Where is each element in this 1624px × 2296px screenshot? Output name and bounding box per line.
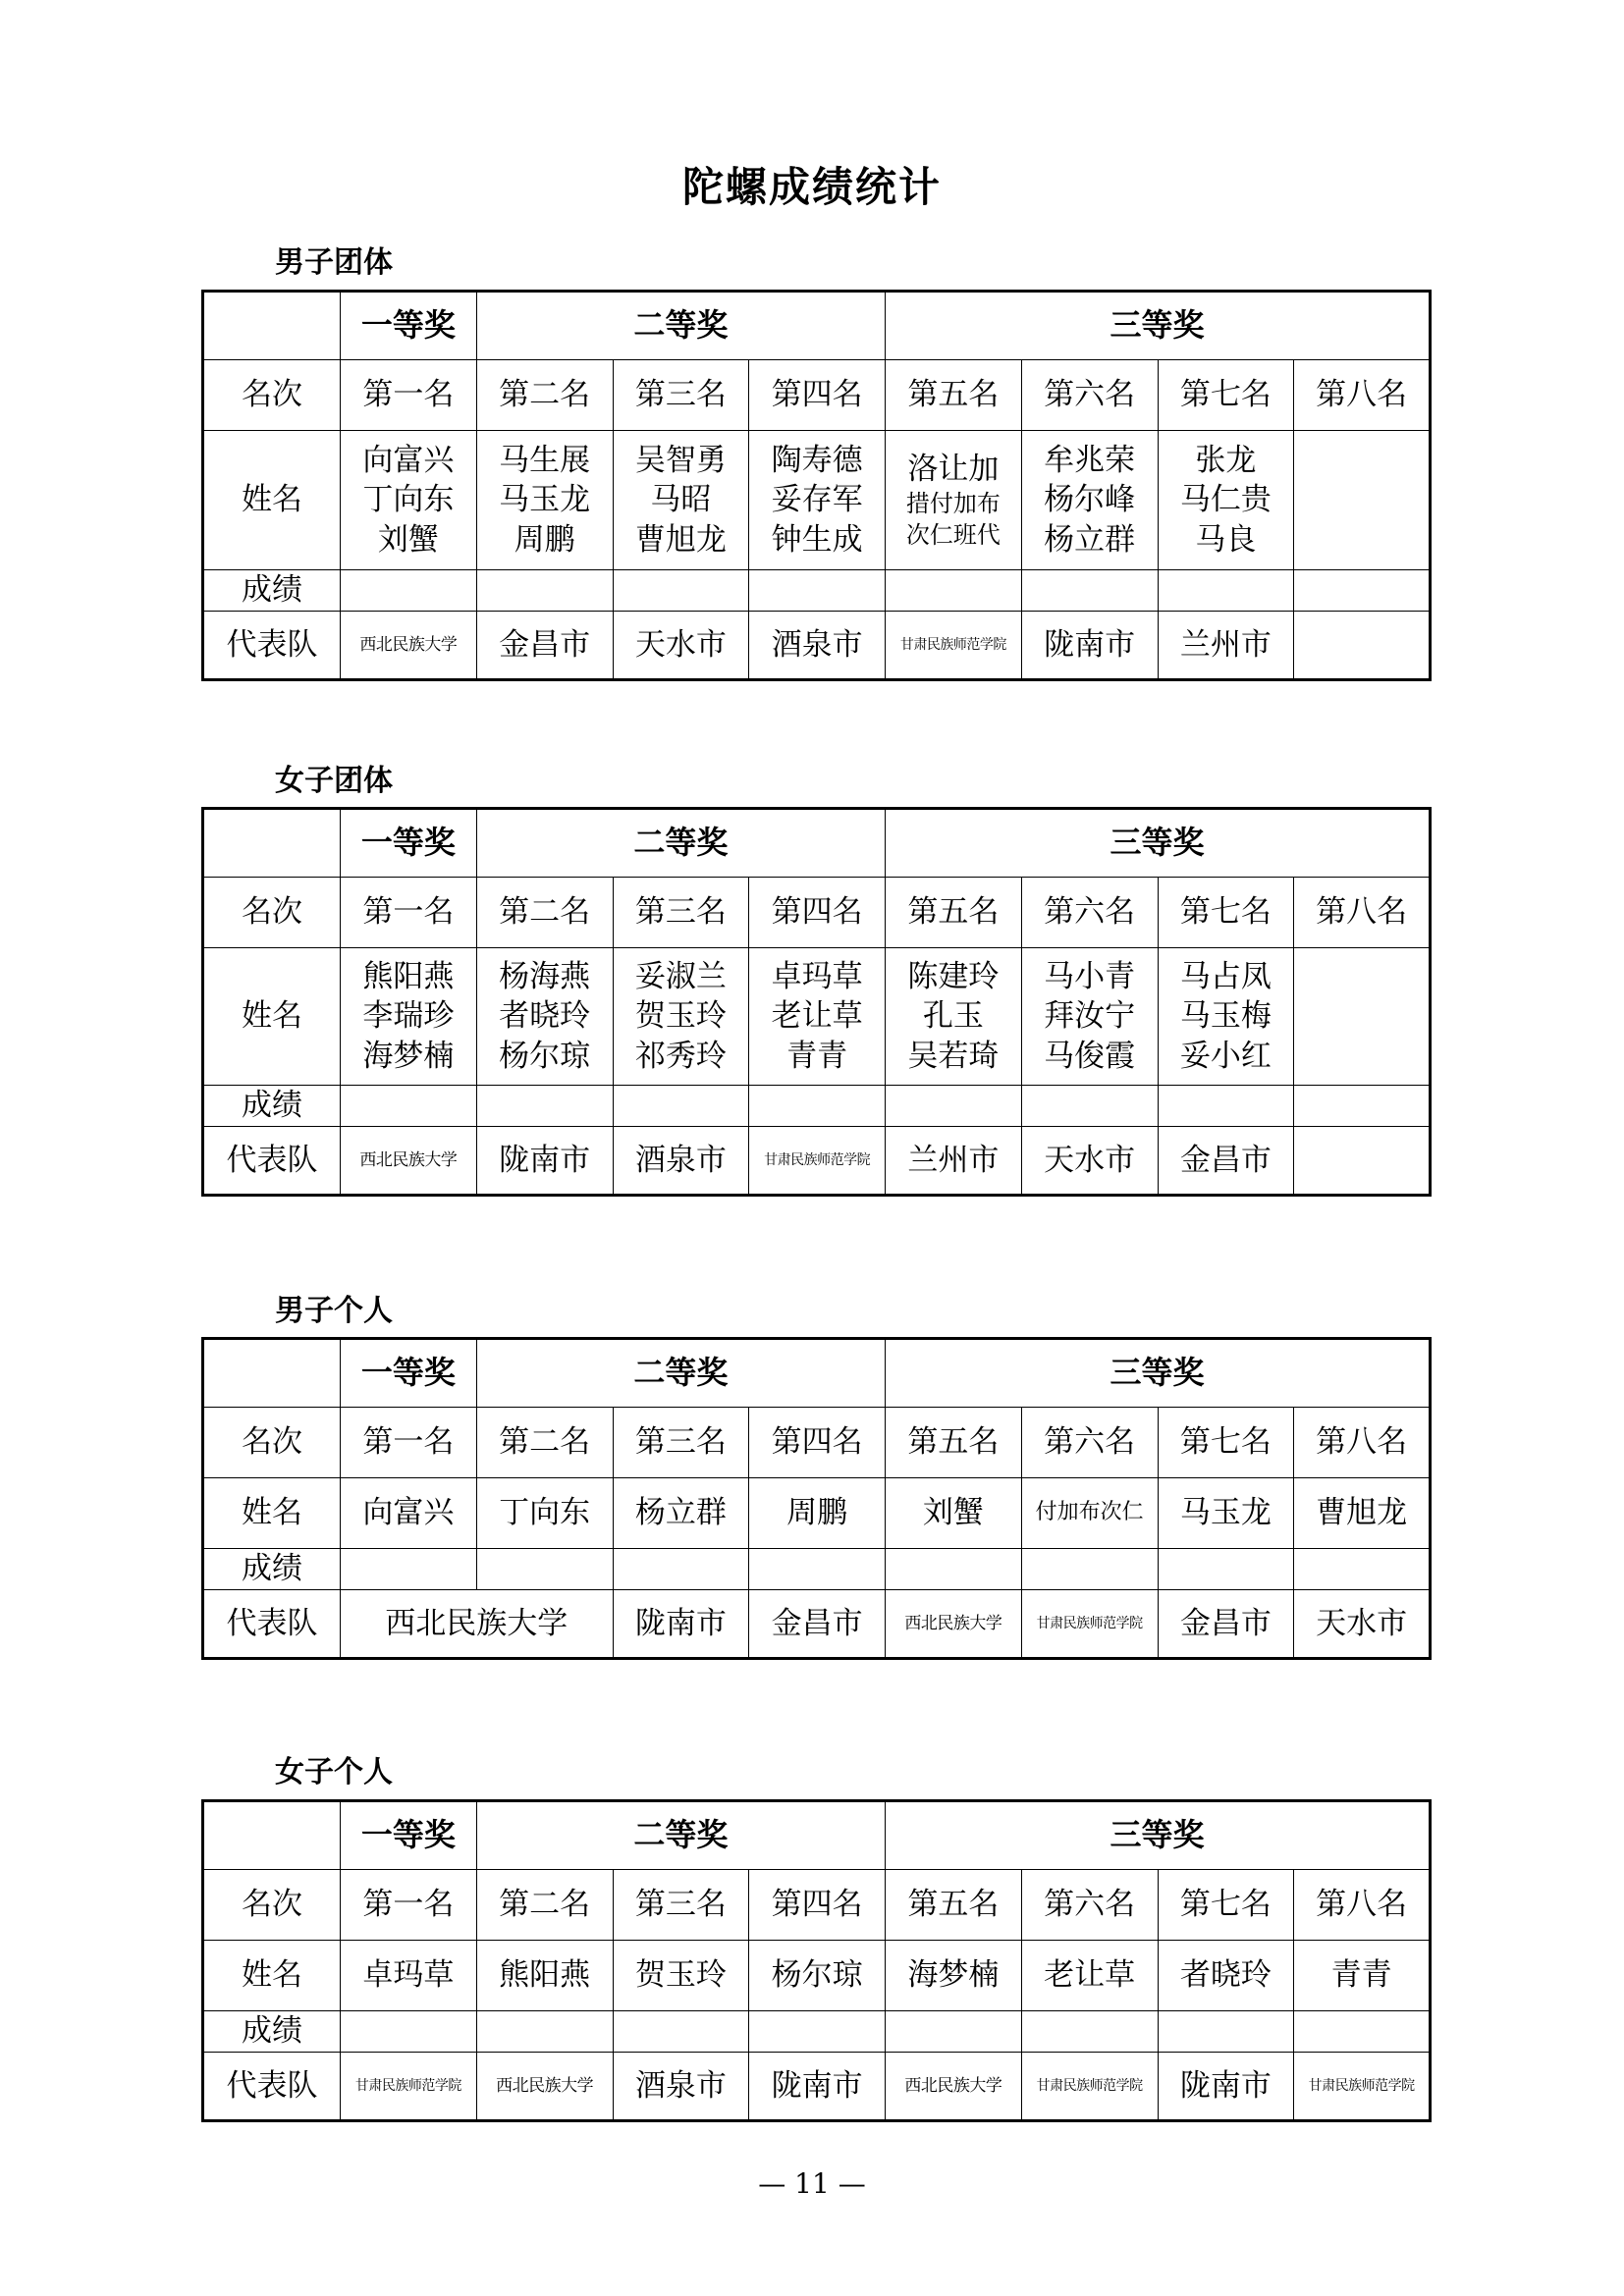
team-member-names bbox=[1021, 948, 1158, 1086]
score-row-label: 成绩 bbox=[203, 570, 341, 612]
second-prize-header: 二等奖 bbox=[476, 1339, 885, 1408]
section-label-women-team: 女子团体 bbox=[275, 764, 393, 798]
section-label-men-team: 男子团体 bbox=[275, 245, 393, 280]
team-cell: 酒泉市 bbox=[613, 1127, 749, 1196]
team-cell: 西北民族大学 bbox=[341, 1127, 477, 1196]
rank-cell: 第五名 bbox=[886, 360, 1022, 431]
team-member-names bbox=[341, 431, 477, 570]
member-name: 吴智勇 bbox=[634, 443, 727, 479]
rank-cell: 第三名 bbox=[613, 1870, 749, 1941]
team-row-label: 代表队 bbox=[203, 1590, 341, 1659]
score-cell bbox=[1294, 1549, 1431, 1590]
score-cell bbox=[341, 1549, 477, 1590]
team-cell: 金昌市 bbox=[749, 1590, 886, 1659]
first-prize-header: 一等奖 bbox=[341, 292, 477, 360]
rank-cell: 第七名 bbox=[1158, 360, 1294, 431]
team-cell: 兰州市 bbox=[886, 1127, 1022, 1196]
team-cell bbox=[1294, 1127, 1431, 1196]
name-row bbox=[203, 1941, 1431, 2011]
score-cell bbox=[1294, 2011, 1431, 2053]
team-cell: 陇南市 bbox=[1158, 2053, 1294, 2121]
corner-cell bbox=[203, 292, 341, 360]
member-name: 杨立群 bbox=[1044, 521, 1136, 558]
name-row-label: 姓名 bbox=[203, 948, 341, 1086]
player-name: 丁向东 bbox=[476, 1478, 613, 1549]
score-cell bbox=[886, 2011, 1022, 2053]
team-member-names bbox=[341, 948, 477, 1086]
member-name: 马昭 bbox=[650, 482, 712, 518]
score-cell bbox=[613, 1549, 749, 1590]
first-prize-header: 一等奖 bbox=[341, 809, 477, 878]
member-name: 祁秀玲 bbox=[634, 1038, 727, 1074]
player-name: 杨立群 bbox=[613, 1478, 749, 1549]
rank-cell: 第五名 bbox=[886, 878, 1022, 948]
rank-cell: 第二名 bbox=[476, 1408, 613, 1478]
player-name: 卓玛草 bbox=[341, 1941, 477, 2011]
score-cell bbox=[886, 570, 1022, 612]
member-name: 措付加布 bbox=[905, 490, 1001, 518]
member-name: 陶寿德 bbox=[771, 443, 863, 479]
team-row bbox=[203, 1127, 1431, 1196]
award-row bbox=[203, 1339, 1431, 1408]
rank-row-label: 名次 bbox=[203, 1408, 341, 1478]
score-row-label: 成绩 bbox=[203, 1549, 341, 1590]
team-member-names bbox=[749, 948, 886, 1086]
member-name: 曹旭龙 bbox=[634, 521, 727, 558]
rank-cell: 第六名 bbox=[1021, 878, 1158, 948]
rank-cell: 第一名 bbox=[341, 360, 477, 431]
second-prize-header: 二等奖 bbox=[476, 292, 885, 360]
score-cell bbox=[1158, 1549, 1294, 1590]
score-cell bbox=[476, 570, 613, 612]
rank-cell: 第四名 bbox=[749, 360, 886, 431]
member-name: 老让草 bbox=[771, 998, 863, 1035]
rank-cell: 第七名 bbox=[1158, 1870, 1294, 1941]
name-row bbox=[203, 1478, 1431, 1549]
rank-cell: 第八名 bbox=[1294, 1408, 1431, 1478]
member-name: 马占凤 bbox=[1179, 959, 1272, 995]
team-cell: 甘肃民族师范学院 bbox=[1021, 2053, 1158, 2121]
team-member-names bbox=[1158, 431, 1294, 570]
award-row bbox=[203, 1801, 1431, 1870]
empty-name-cell bbox=[1294, 431, 1431, 570]
member-name: 杨尔峰 bbox=[1044, 482, 1136, 518]
member-name: 吴若琦 bbox=[907, 1038, 1000, 1074]
rank-cell: 第三名 bbox=[613, 1408, 749, 1478]
score-cell bbox=[1294, 570, 1431, 612]
player-name: 向富兴 bbox=[341, 1478, 477, 1549]
rank-row bbox=[203, 878, 1431, 948]
corner-cell bbox=[203, 1339, 341, 1408]
team-cell: 天水市 bbox=[1021, 1127, 1158, 1196]
member-name: 马良 bbox=[1195, 521, 1257, 558]
member-name: 妥淑兰 bbox=[634, 959, 727, 995]
team-cell: 甘肃民族师范学院 bbox=[1021, 1590, 1158, 1659]
score-cell bbox=[749, 570, 886, 612]
team-member-names bbox=[886, 948, 1022, 1086]
member-name: 贺玉玲 bbox=[634, 998, 727, 1035]
player-name: 熊阳燕 bbox=[476, 1941, 613, 2011]
score-cell bbox=[613, 2011, 749, 2053]
score-cell bbox=[1021, 2011, 1158, 2053]
member-name: 陈建玲 bbox=[907, 959, 1000, 995]
team-cell: 天水市 bbox=[613, 612, 749, 680]
team-cell: 陇南市 bbox=[476, 1127, 613, 1196]
player-name: 杨尔琼 bbox=[749, 1941, 886, 2011]
team-row-label: 代表队 bbox=[203, 1127, 341, 1196]
rank-cell: 第四名 bbox=[749, 1870, 886, 1941]
rank-row-label: 名次 bbox=[203, 878, 341, 948]
rank-cell: 第八名 bbox=[1294, 1870, 1431, 1941]
team-cell: 酒泉市 bbox=[749, 612, 886, 680]
team-row bbox=[203, 2053, 1431, 2121]
rank-cell: 第一名 bbox=[341, 878, 477, 948]
member-name: 孔玉 bbox=[922, 998, 984, 1035]
team-cell: 兰州市 bbox=[1158, 612, 1294, 680]
score-row bbox=[203, 1086, 1431, 1127]
page-number: — 11 — bbox=[758, 2167, 866, 2200]
name-row-label: 姓名 bbox=[203, 1478, 341, 1549]
score-row bbox=[203, 2011, 1431, 2053]
team-row bbox=[203, 612, 1431, 680]
first-prize-header: 一等奖 bbox=[341, 1339, 477, 1408]
name-row-label: 姓名 bbox=[203, 1941, 341, 2011]
member-name: 海梦楠 bbox=[362, 1038, 455, 1074]
rank-cell: 第五名 bbox=[886, 1408, 1022, 1478]
team-cell: 酒泉市 bbox=[613, 2053, 749, 2121]
member-name: 拜汝宁 bbox=[1044, 998, 1136, 1035]
team-member-names bbox=[476, 948, 613, 1086]
rank-cell: 第四名 bbox=[749, 1408, 886, 1478]
rank-cell: 第三名 bbox=[613, 360, 749, 431]
rank-cell: 第一名 bbox=[341, 1870, 477, 1941]
player-name: 老让草 bbox=[1021, 1941, 1158, 2011]
men-individual-table bbox=[201, 1337, 1432, 1660]
third-prize-header: 三等奖 bbox=[886, 809, 1431, 878]
member-name: 向富兴 bbox=[362, 443, 455, 479]
empty-name-cell bbox=[1294, 948, 1431, 1086]
rank-cell: 第八名 bbox=[1294, 878, 1431, 948]
rank-cell: 第二名 bbox=[476, 878, 613, 948]
name-row bbox=[203, 948, 1431, 1086]
score-cell bbox=[749, 2011, 886, 2053]
section-label-women-individual: 女子个人 bbox=[275, 1755, 393, 1789]
member-name: 周鹏 bbox=[514, 521, 575, 558]
member-name: 杨尔琼 bbox=[499, 1038, 591, 1074]
team-cell: 天水市 bbox=[1294, 1590, 1431, 1659]
rank-row-label: 名次 bbox=[203, 360, 341, 431]
player-name: 刘蟹 bbox=[886, 1478, 1022, 1549]
player-name: 者晓玲 bbox=[1158, 1941, 1294, 2011]
rank-cell: 第五名 bbox=[886, 1870, 1022, 1941]
team-cell: 金昌市 bbox=[1158, 1590, 1294, 1659]
score-row bbox=[203, 1549, 1431, 1590]
rank-cell: 第八名 bbox=[1294, 360, 1431, 431]
member-name: 马玉梅 bbox=[1179, 998, 1272, 1035]
score-cell bbox=[886, 1086, 1022, 1127]
member-name: 次仁班代 bbox=[905, 520, 1001, 549]
member-name: 马俊霞 bbox=[1044, 1038, 1136, 1074]
third-prize-header: 三等奖 bbox=[886, 1339, 1431, 1408]
team-member-names bbox=[886, 431, 1022, 570]
team-member-names bbox=[1158, 948, 1294, 1086]
team-cell: 甘肃民族师范学院 bbox=[886, 612, 1022, 680]
rank-cell: 第三名 bbox=[613, 878, 749, 948]
player-name: 海梦楠 bbox=[886, 1941, 1022, 2011]
team-cell: 陇南市 bbox=[613, 1590, 749, 1659]
page-title: 陀螺成绩统计 bbox=[681, 163, 942, 211]
member-name: 洛让加 bbox=[907, 452, 1000, 488]
team-member-names bbox=[1021, 431, 1158, 570]
team-cell: 甘肃民族师范学院 bbox=[749, 1127, 886, 1196]
member-name: 马仁贵 bbox=[1179, 482, 1272, 518]
team-cell: 甘肃民族师范学院 bbox=[1294, 2053, 1431, 2121]
score-cell bbox=[1294, 1086, 1431, 1127]
third-prize-header: 三等奖 bbox=[886, 1801, 1431, 1870]
rank-cell: 第六名 bbox=[1021, 1408, 1158, 1478]
member-name: 妥存军 bbox=[771, 482, 863, 518]
team-cell: 金昌市 bbox=[1158, 1127, 1294, 1196]
score-cell bbox=[1158, 570, 1294, 612]
rank-cell: 第四名 bbox=[749, 878, 886, 948]
team-row-label: 代表队 bbox=[203, 2053, 341, 2121]
member-name: 妥小红 bbox=[1179, 1038, 1272, 1074]
corner-cell bbox=[203, 809, 341, 878]
score-cell bbox=[749, 1086, 886, 1127]
team-cell: 陇南市 bbox=[749, 2053, 886, 2121]
team-cell: 西北民族大学 bbox=[886, 2053, 1022, 2121]
player-name: 曹旭龙 bbox=[1294, 1478, 1431, 1549]
member-name: 杨海燕 bbox=[499, 959, 591, 995]
name-row bbox=[203, 431, 1431, 570]
member-name: 马玉龙 bbox=[499, 482, 591, 518]
score-row-label: 成绩 bbox=[203, 1086, 341, 1127]
team-cell: 金昌市 bbox=[476, 612, 613, 680]
team-cell: 西北民族大学 bbox=[341, 612, 477, 680]
score-cell bbox=[886, 1549, 1022, 1590]
score-cell bbox=[613, 570, 749, 612]
section-label-men-individual: 男子个人 bbox=[275, 1294, 393, 1328]
score-cell bbox=[341, 570, 477, 612]
score-cell bbox=[476, 1086, 613, 1127]
rank-row bbox=[203, 1408, 1431, 1478]
second-prize-header: 二等奖 bbox=[476, 809, 885, 878]
rank-row bbox=[203, 1870, 1431, 1941]
score-row bbox=[203, 570, 1431, 612]
member-name: 李瑞珍 bbox=[362, 998, 455, 1035]
team-cell: 西北民族大学 bbox=[886, 1590, 1022, 1659]
team-cell: 甘肃民族师范学院 bbox=[341, 2053, 477, 2121]
rank-cell: 第二名 bbox=[476, 1870, 613, 1941]
team-row-label: 代表队 bbox=[203, 612, 341, 680]
member-name: 马小青 bbox=[1044, 959, 1136, 995]
member-name: 丁向东 bbox=[362, 482, 455, 518]
rank-row bbox=[203, 360, 1431, 431]
member-name: 牟兆荣 bbox=[1044, 443, 1136, 479]
player-name: 付加布次仁 bbox=[1021, 1478, 1158, 1549]
score-cell bbox=[1158, 2011, 1294, 2053]
team-cell: 西北民族大学 bbox=[341, 1590, 614, 1659]
score-cell bbox=[613, 1086, 749, 1127]
rank-cell: 第一名 bbox=[341, 1408, 477, 1478]
member-name: 钟生成 bbox=[771, 521, 863, 558]
team-member-names bbox=[749, 431, 886, 570]
score-cell bbox=[341, 1086, 477, 1127]
player-name: 周鹏 bbox=[749, 1478, 886, 1549]
player-name: 贺玉玲 bbox=[613, 1941, 749, 2011]
rank-cell: 第二名 bbox=[476, 360, 613, 431]
member-name: 刘蟹 bbox=[377, 521, 439, 558]
member-name: 熊阳燕 bbox=[362, 959, 455, 995]
team-member-names bbox=[476, 431, 613, 570]
member-name: 卓玛草 bbox=[771, 959, 863, 995]
score-cell bbox=[749, 1549, 886, 1590]
player-name: 马玉龙 bbox=[1158, 1478, 1294, 1549]
score-cell bbox=[476, 1549, 613, 1590]
score-cell bbox=[1021, 1549, 1158, 1590]
score-cell bbox=[1158, 1086, 1294, 1127]
member-name: 张龙 bbox=[1195, 443, 1257, 479]
third-prize-header: 三等奖 bbox=[886, 292, 1431, 360]
team-member-names bbox=[613, 948, 749, 1086]
first-prize-header: 一等奖 bbox=[341, 1801, 477, 1870]
women-individual-table bbox=[201, 1799, 1432, 2122]
team-cell: 陇南市 bbox=[1021, 612, 1158, 680]
score-cell bbox=[1021, 1086, 1158, 1127]
award-row bbox=[203, 292, 1431, 360]
men-team-table bbox=[201, 290, 1432, 681]
member-name: 马生展 bbox=[499, 443, 591, 479]
score-cell bbox=[1021, 570, 1158, 612]
second-prize-header: 二等奖 bbox=[476, 1801, 885, 1870]
rank-row-label: 名次 bbox=[203, 1870, 341, 1941]
score-row-label: 成绩 bbox=[203, 2011, 341, 2053]
rank-cell: 第七名 bbox=[1158, 878, 1294, 948]
team-member-names bbox=[613, 431, 749, 570]
score-cell bbox=[341, 2011, 477, 2053]
award-row bbox=[203, 809, 1431, 878]
member-name: 者晓玲 bbox=[499, 998, 591, 1035]
name-row-label: 姓名 bbox=[203, 431, 341, 570]
rank-cell: 第六名 bbox=[1021, 1870, 1158, 1941]
team-row bbox=[203, 1590, 1431, 1659]
rank-cell: 第七名 bbox=[1158, 1408, 1294, 1478]
corner-cell bbox=[203, 1801, 341, 1870]
women-team-table bbox=[201, 807, 1432, 1197]
member-name: 青青 bbox=[786, 1038, 848, 1074]
team-cell: 西北民族大学 bbox=[476, 2053, 613, 2121]
player-name: 青青 bbox=[1294, 1941, 1431, 2011]
team-cell bbox=[1294, 612, 1431, 680]
score-cell bbox=[476, 2011, 613, 2053]
rank-cell: 第六名 bbox=[1021, 360, 1158, 431]
